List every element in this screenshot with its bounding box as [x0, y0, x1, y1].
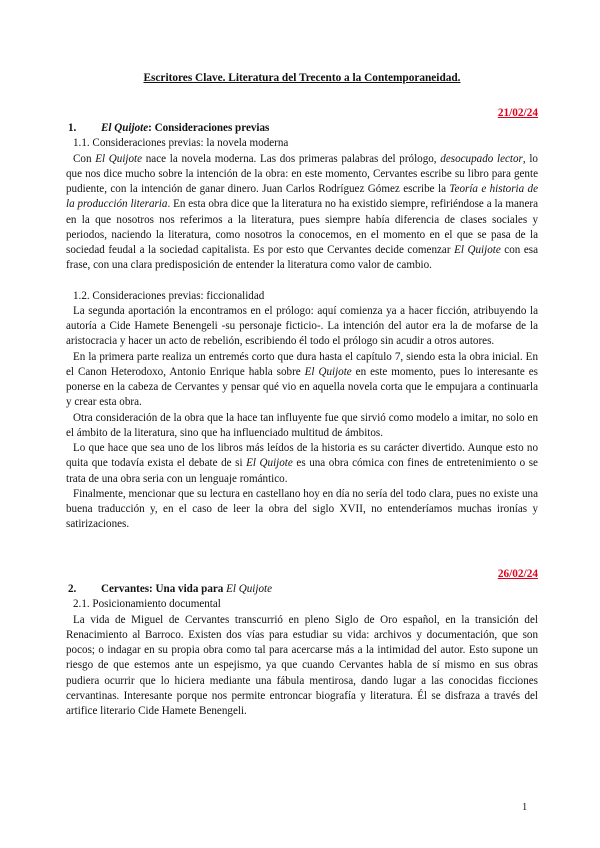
italic-run: Teoría e historia de la producción literaria [66, 183, 538, 211]
paragraph: Otra consideración de la obra que la hace tan influyente fue que sirvió como modelo a imitar, no solo en el ámbito de la literatura, sino que ha influenciado multitud de ámbitos. [66, 411, 538, 439]
text-run: en este momento, pues lo interesante es ponerse en la cabeza de Cervantes y pensar qué vio en aquella novela corta que le empujara a continuarla y crear esta obra. [66, 365, 538, 409]
text-run: con esa frase, con una clara predisposición de entender la literatura como valor de cambio. [66, 244, 538, 272]
text-run: En la primera parte realiza un entremés corto que dura hasta el capítulo 7, siendo esta la obra inicial. En el Canon Heterodoxo, Antonio Enrique habla sobre [66, 350, 538, 378]
subsection-heading: 1.1. Consideraciones previas: la novela moderna [73, 137, 289, 150]
text-run: , lo que nos dice mucho sobre la intención de la obra: en este momento, Cervantes escribe su libro para gente pudiente, con la intención de ganar dinero. Juan Carlos Rodríguez Gómez escribe la [66, 152, 538, 195]
paragraph: La vida de Miguel de Cervantes transcurrió en pleno Siglo de Oro español, en la transición del Renacimiento al Barroco. Existen dos vías para estudiar su vida: archivos y documentación, que son pocos; o indagar en su propia obra como tal para acercarse más a la intimidad del autor. Esto supone un riesgo de que estemos ante un espejismo, ya que cuando Cervantes habla de sí mismo en sus obras pudiera ocurrir que lo hiciera mediante una fábula mentirosa, dando lugar a las conocidas ficciones cervantinas. Interesante porque nos permite entroncar biografía y literatura. Él se disfraza a través del artifice literario Cide Hamete Benengeli. [66, 613, 538, 717]
text-run: es una obra cómica con fines de entretenimiento o se trata de una obra seria con un lenguaje romántico. [66, 457, 538, 485]
paragraph [66, 350, 538, 411]
text-run: Con [73, 152, 96, 165]
italic-run: El Quijote [454, 244, 501, 256]
subsection-heading: 1.2. Consideraciones previas: ficcionalidad [73, 289, 265, 302]
text-run: . En esta obra dice que la literatura no ha existido siempre, refiriéndose a la manera en la que nosotros nos referimos a la literatura, pues siempre había diferencia de clases sociales y periodos, naciendo la literatura, como nosotros la conocemos, en el momento en el que se pasa de la sociedad feudal a la sociedad capitalista. Es por esto que Cervantes decide comenzar [66, 198, 538, 256]
section-heading [66, 121, 538, 136]
document-title: Escritores Clave. Literatura del Trecento a la Contemporaneidad. [143, 72, 461, 84]
italic-run: El Quijote [304, 365, 352, 378]
text-run: Lo que hace que sea uno de los libros más leídos de la historia es su carácter divertido. Aunque esto no quita que todavía exista el debate de si [66, 442, 538, 470]
text-run: nace la novela moderna. Las dos primeras palabras del prólogo, [142, 152, 441, 165]
section-2 [66, 582, 538, 719]
heading-text: Cervantes: Una vida para [101, 583, 227, 595]
section-1 [66, 121, 538, 533]
italic-run: El Quijote [246, 457, 293, 470]
heading-italic: El Quijote [226, 583, 273, 595]
date-label: 26/02/24 [497, 568, 538, 580]
section-heading [66, 582, 538, 597]
subsection-heading: 2.1. Posicionamiento documental [73, 598, 221, 611]
paragraph [66, 152, 538, 274]
italic-run: El Quijote [95, 152, 143, 165]
italic-run: desocupado lector [440, 152, 523, 165]
heading-text: : Consideraciones previas [148, 122, 270, 134]
section-number: 1. [68, 122, 77, 134]
section-number: 2. [68, 583, 77, 595]
paragraph [66, 441, 538, 487]
heading-italic: El Quijote [101, 122, 149, 134]
date-label: 21/02/24 [497, 107, 538, 119]
page-number: 1 [522, 802, 528, 813]
spacer [66, 274, 538, 289]
paragraph: La segunda aportación la encontramos en el prólogo: aquí comienza ya a hacer ficción, atribuyendo la autoría a Cide Hamete Benengeli -su personaje ficticio-. La intención del autor era la de mofarse de la aristocracia y hacer un acto de rebelión, escribiendo él todo el prólogo sin acudir a otros autores. [66, 304, 538, 348]
paragraph: Finalmente, mencionar que su lectura en castellano hoy en día no sería del todo clara, pues no existe una buena traducción y, en el caso de leer la obra del siglo XVII, no entenderíamos muchas ironías y satirizaciones. [66, 487, 538, 531]
